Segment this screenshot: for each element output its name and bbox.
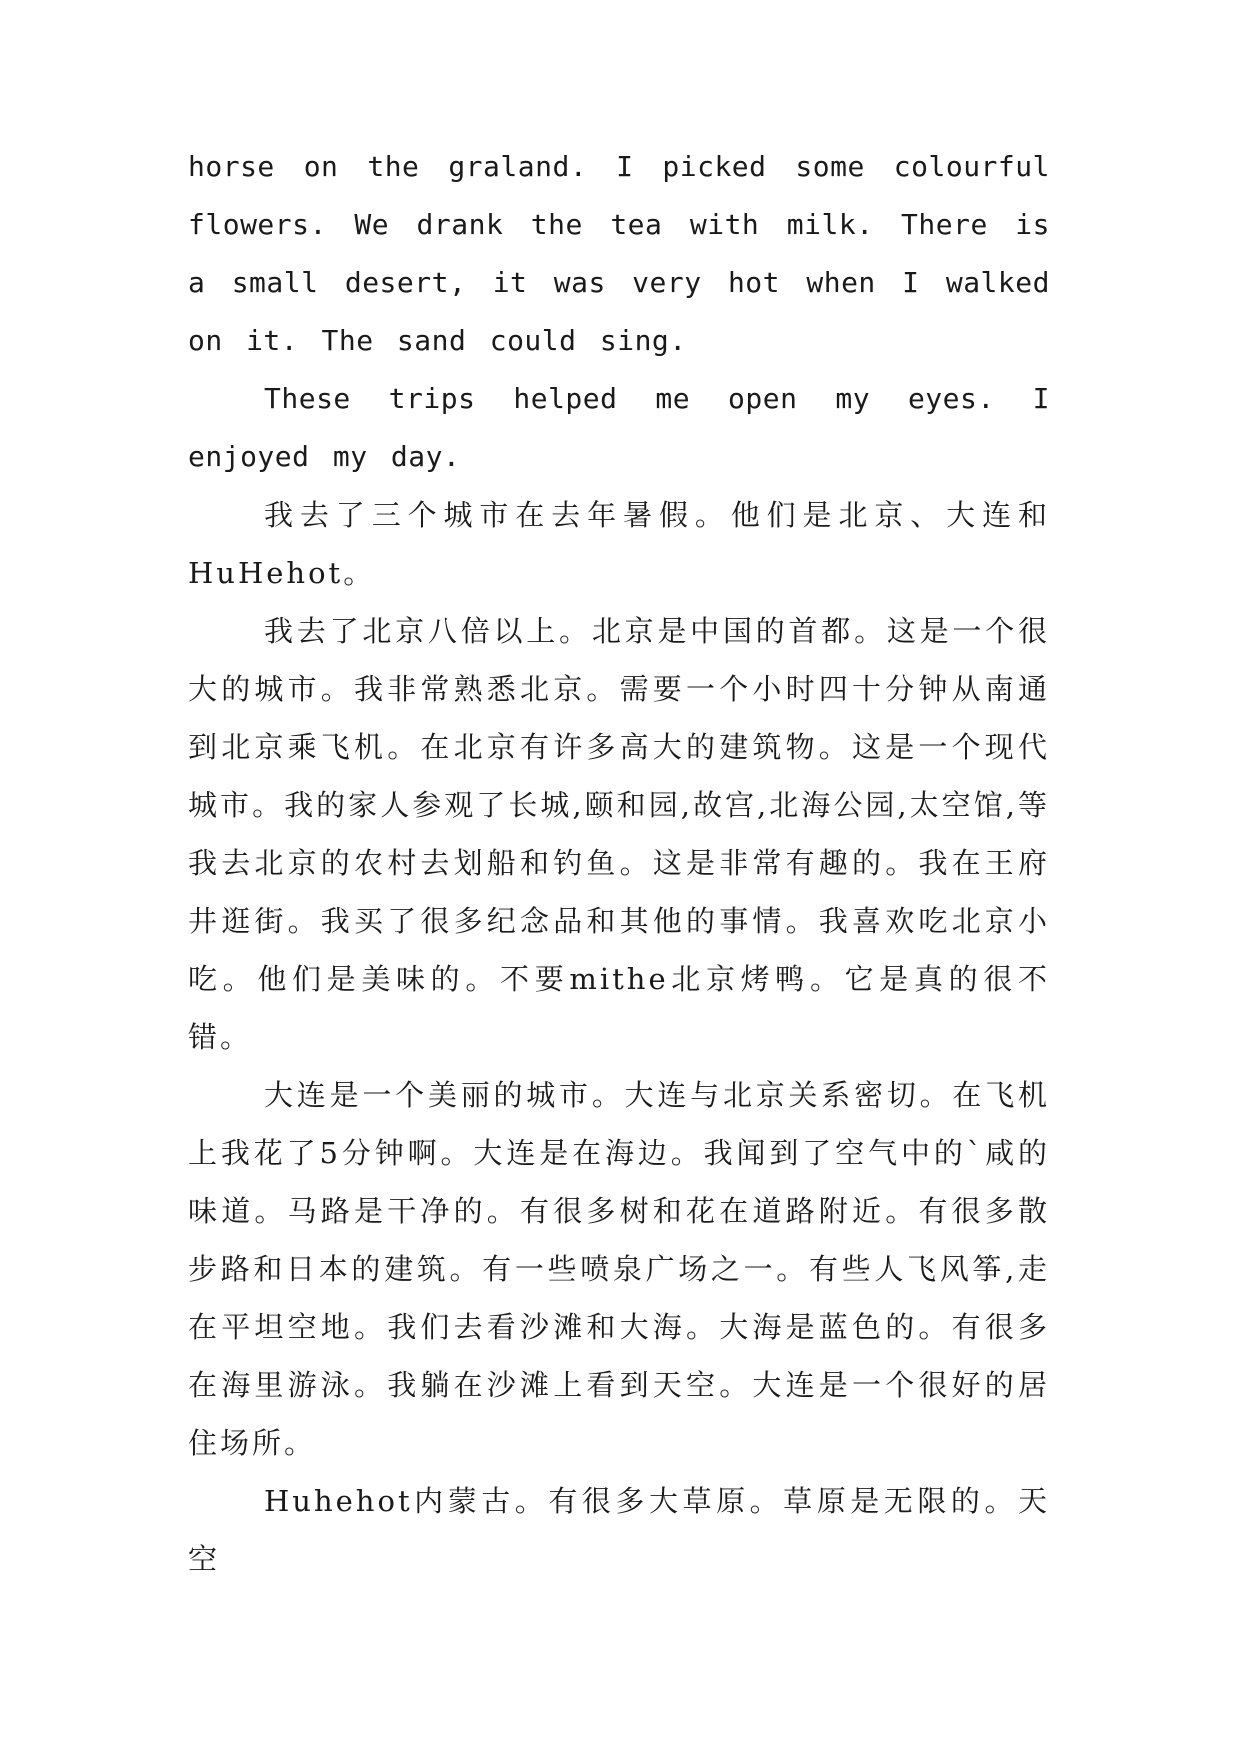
paragraph-4: 我去了北京八倍以上。北京是中国的首都。这是一个很大的城市。我非常熟悉北京。需要一个小时四十分钟从南通到北京乘飞机。在北京有许多高大的建筑物。这是一个现代城市。我的家人参观了长城,颐和园,故宫,北海公园,太空馆,等我去北京的农村去划船和钓鱼。这是非常有趣的。我在王府井逛街。我买了很多纪念品和其他的事情。我喜欢吃北京小吃。他们是美味的。不要mithe北京烤鸭。它是真的很不错。 — [188, 614, 1050, 1054]
paragraph-3: 我去了三个城市在去年暑假。他们是北京、大连和HuHehot。 — [188, 498, 1050, 590]
document-body — [188, 138, 1050, 1588]
paragraph-2: These trips helped me open my eyes. I enjoyed my day. — [188, 382, 1050, 473]
paragraph-5: 大连是一个美丽的城市。大连与北京关系密切。在飞机上我花了5分钟啊。大连是在海边。我闻到了空气中的`咸的味道。马路是干净的。有很多树和花在道路附近。有很多散步路和日本的建筑。有一些喷泉广场之一。有些人飞风筝,走在平坦空地。我们去看沙滩和大海。大海是蓝色的。有很多在海里游泳。我躺在沙滩上看到天空。大连是一个很好的居住场所。 — [188, 1078, 1050, 1460]
paragraph-6: Huhehot内蒙古。有很多大草原。草原是无限的。天空 — [188, 1484, 1050, 1576]
paragraph-1: horse on the graland. I picked some colourful flowers. We drank the tea with milk. There is a small desert, it was very hot when I walked on it. The sand could sing. — [188, 150, 1050, 357]
